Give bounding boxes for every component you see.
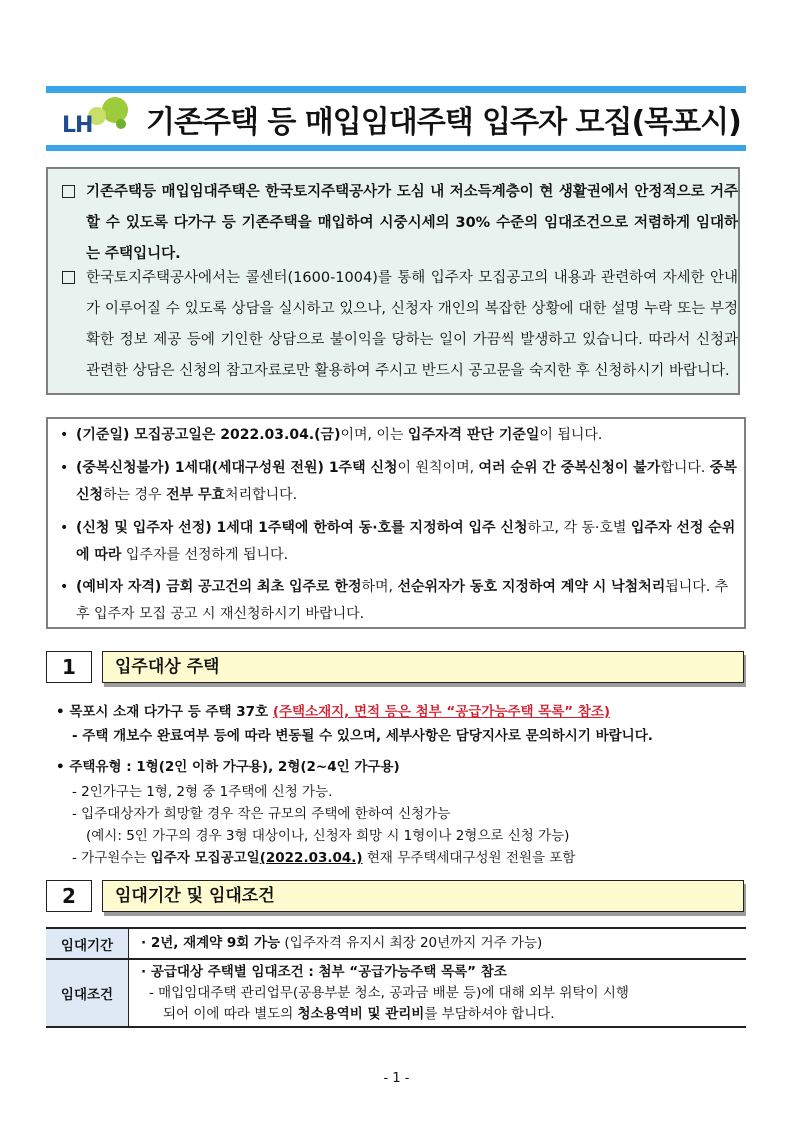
section1-line-7: - 가구원수는 입주자 모집공고일(2022.03.04.) 현재 무주택세대구성원 전원을 포함 (72, 850, 576, 866)
row-header: 임대기간 (46, 928, 129, 959)
checkbox-square-icon (62, 271, 75, 284)
table-cell: · 2년, 재계약 9회 가능 (입주자격 유지시 최장 20년까지 거주 가능) (129, 928, 747, 959)
lease-conditions-table (46, 927, 746, 1028)
notice-item-selection: • (신청 및 입주자 선정) 1세대 1주택에 한하여 동·호를 지정하여 입주 신청하고, 각 동·호별 입주자 선정 순위에 따라 입주자를 선정하게 됩니다. (60, 520, 736, 563)
notice-item-no-duplicate: • (중복신청불가) 1세대(세대구성원 전원) 1주택 신청이 원칙이며, 여러 순위 간 중복신청이 불가합니다. 중복 신청하는 경우 전부 무효처리합니다. (60, 460, 737, 503)
section-2-header (46, 880, 746, 914)
table-row (46, 928, 746, 959)
notice-box (46, 417, 746, 629)
table-row (46, 959, 746, 1027)
intro-box (46, 167, 740, 395)
section1-line-3: • 주택유형 : 1형(2인 이하 가구용), 2형(2~4인 가구용) (56, 759, 400, 775)
header-bottom-rule (46, 145, 746, 151)
intro-paragraph-2: 한국토지주택공사에서는 콜센터(1600-1004)를 통해 입주자 모집공고의 내용과 관련하여 자세한 안내가 이루어질 수 있도록 상담을 실시하고 있으나, 신청자 개인의 복잡한 상황에 대한 설명 누락 또는 부정확한 정보 제공 등에 기인한 상담으로 불이익을 당하는 일이 가끔씩 발생하고 있습니다. 따라서 신청과 관련한 상담은 신청의 참고자료로만 활용하여 주시고 반드시 공고문을 숙지한 후 신청하시기 바랍니다. (62, 263, 738, 387)
section1-line-6: (예시: 5인 가구의 경우 3형 대상이나, 신청자 희망 시 1형이나 2형으로 신청 가능) (86, 828, 570, 844)
checkbox-square-icon (62, 185, 75, 198)
notice-item-reserve: • (예비자 자격) 금회 공고건의 최초 입주로 한정하며, 선순위자가 동호 지정하여 계약 시 낙첨처리됩니다. 추후 입주자 모집 공고 시 재신청하시기 바랍니다. (60, 579, 729, 622)
section1-line-1: • 목포시 소재 다가구 등 주택 37호 (주택소재지, 면적 등은 첨부 “공급가능주택 목록” 참조) (56, 704, 611, 720)
row-header: 임대조건 (46, 959, 129, 1027)
section1-line-4: - 2인가구는 1형, 2형 중 1주택에 신청 가능. (72, 784, 333, 800)
document-header (46, 93, 746, 145)
logo-text: LH (62, 113, 93, 138)
section-number: 2 (46, 880, 92, 912)
intro-paragraph-1: 기존주택등 매입임대주택은 한국토지주택공사가 도심 내 저소득계층이 현 생활권에서 안정적으로 거주할 수 있도록 다가구 등 기존주택을 매입하여 시중시세의 30% 수준의 임대조건으로 저렴하게 임대하는 주택입니다. (62, 177, 738, 270)
section-title: 임대기간 및 임대조건 (102, 880, 744, 912)
table-cell: · 공급대상 주택별 임대조건 : 첨부 “공급가능주택 목록” 참조 - 매입임대주택 관리업무(공용부분 청소, 공과금 배분 등)에 대해 외부 위탁이 시행 되어 이에 따라 별도의 청소용역비 및 관리비를 부담하셔야 합니다. (129, 959, 747, 1027)
section1-line-2: - 주택 개보수 완료여부 등에 따라 변동될 수 있으며, 세부사항은 담당지사로 문의하시기 바랍니다. (72, 728, 653, 744)
section1-line-5: - 입주대상자가 희망할 경우 작은 규모의 주택에 한하여 신청가능 (72, 806, 451, 822)
page-title: 기존주택 등 매입임대주택 입주자 모집(목포시) (146, 105, 741, 140)
notice-item-reference-date: • (기준일) 모집공고일은 2022.03.04.(금)이며, 이는 입주자격 판단 기준일이 됩니다. (60, 427, 603, 443)
page-number: - 1 - (383, 1071, 410, 1086)
section-1-header (46, 651, 746, 685)
section-number: 1 (46, 651, 92, 683)
section-title: 입주대상 주택 (102, 651, 744, 683)
header-top-rule (46, 86, 746, 93)
lh-logo (60, 95, 130, 141)
